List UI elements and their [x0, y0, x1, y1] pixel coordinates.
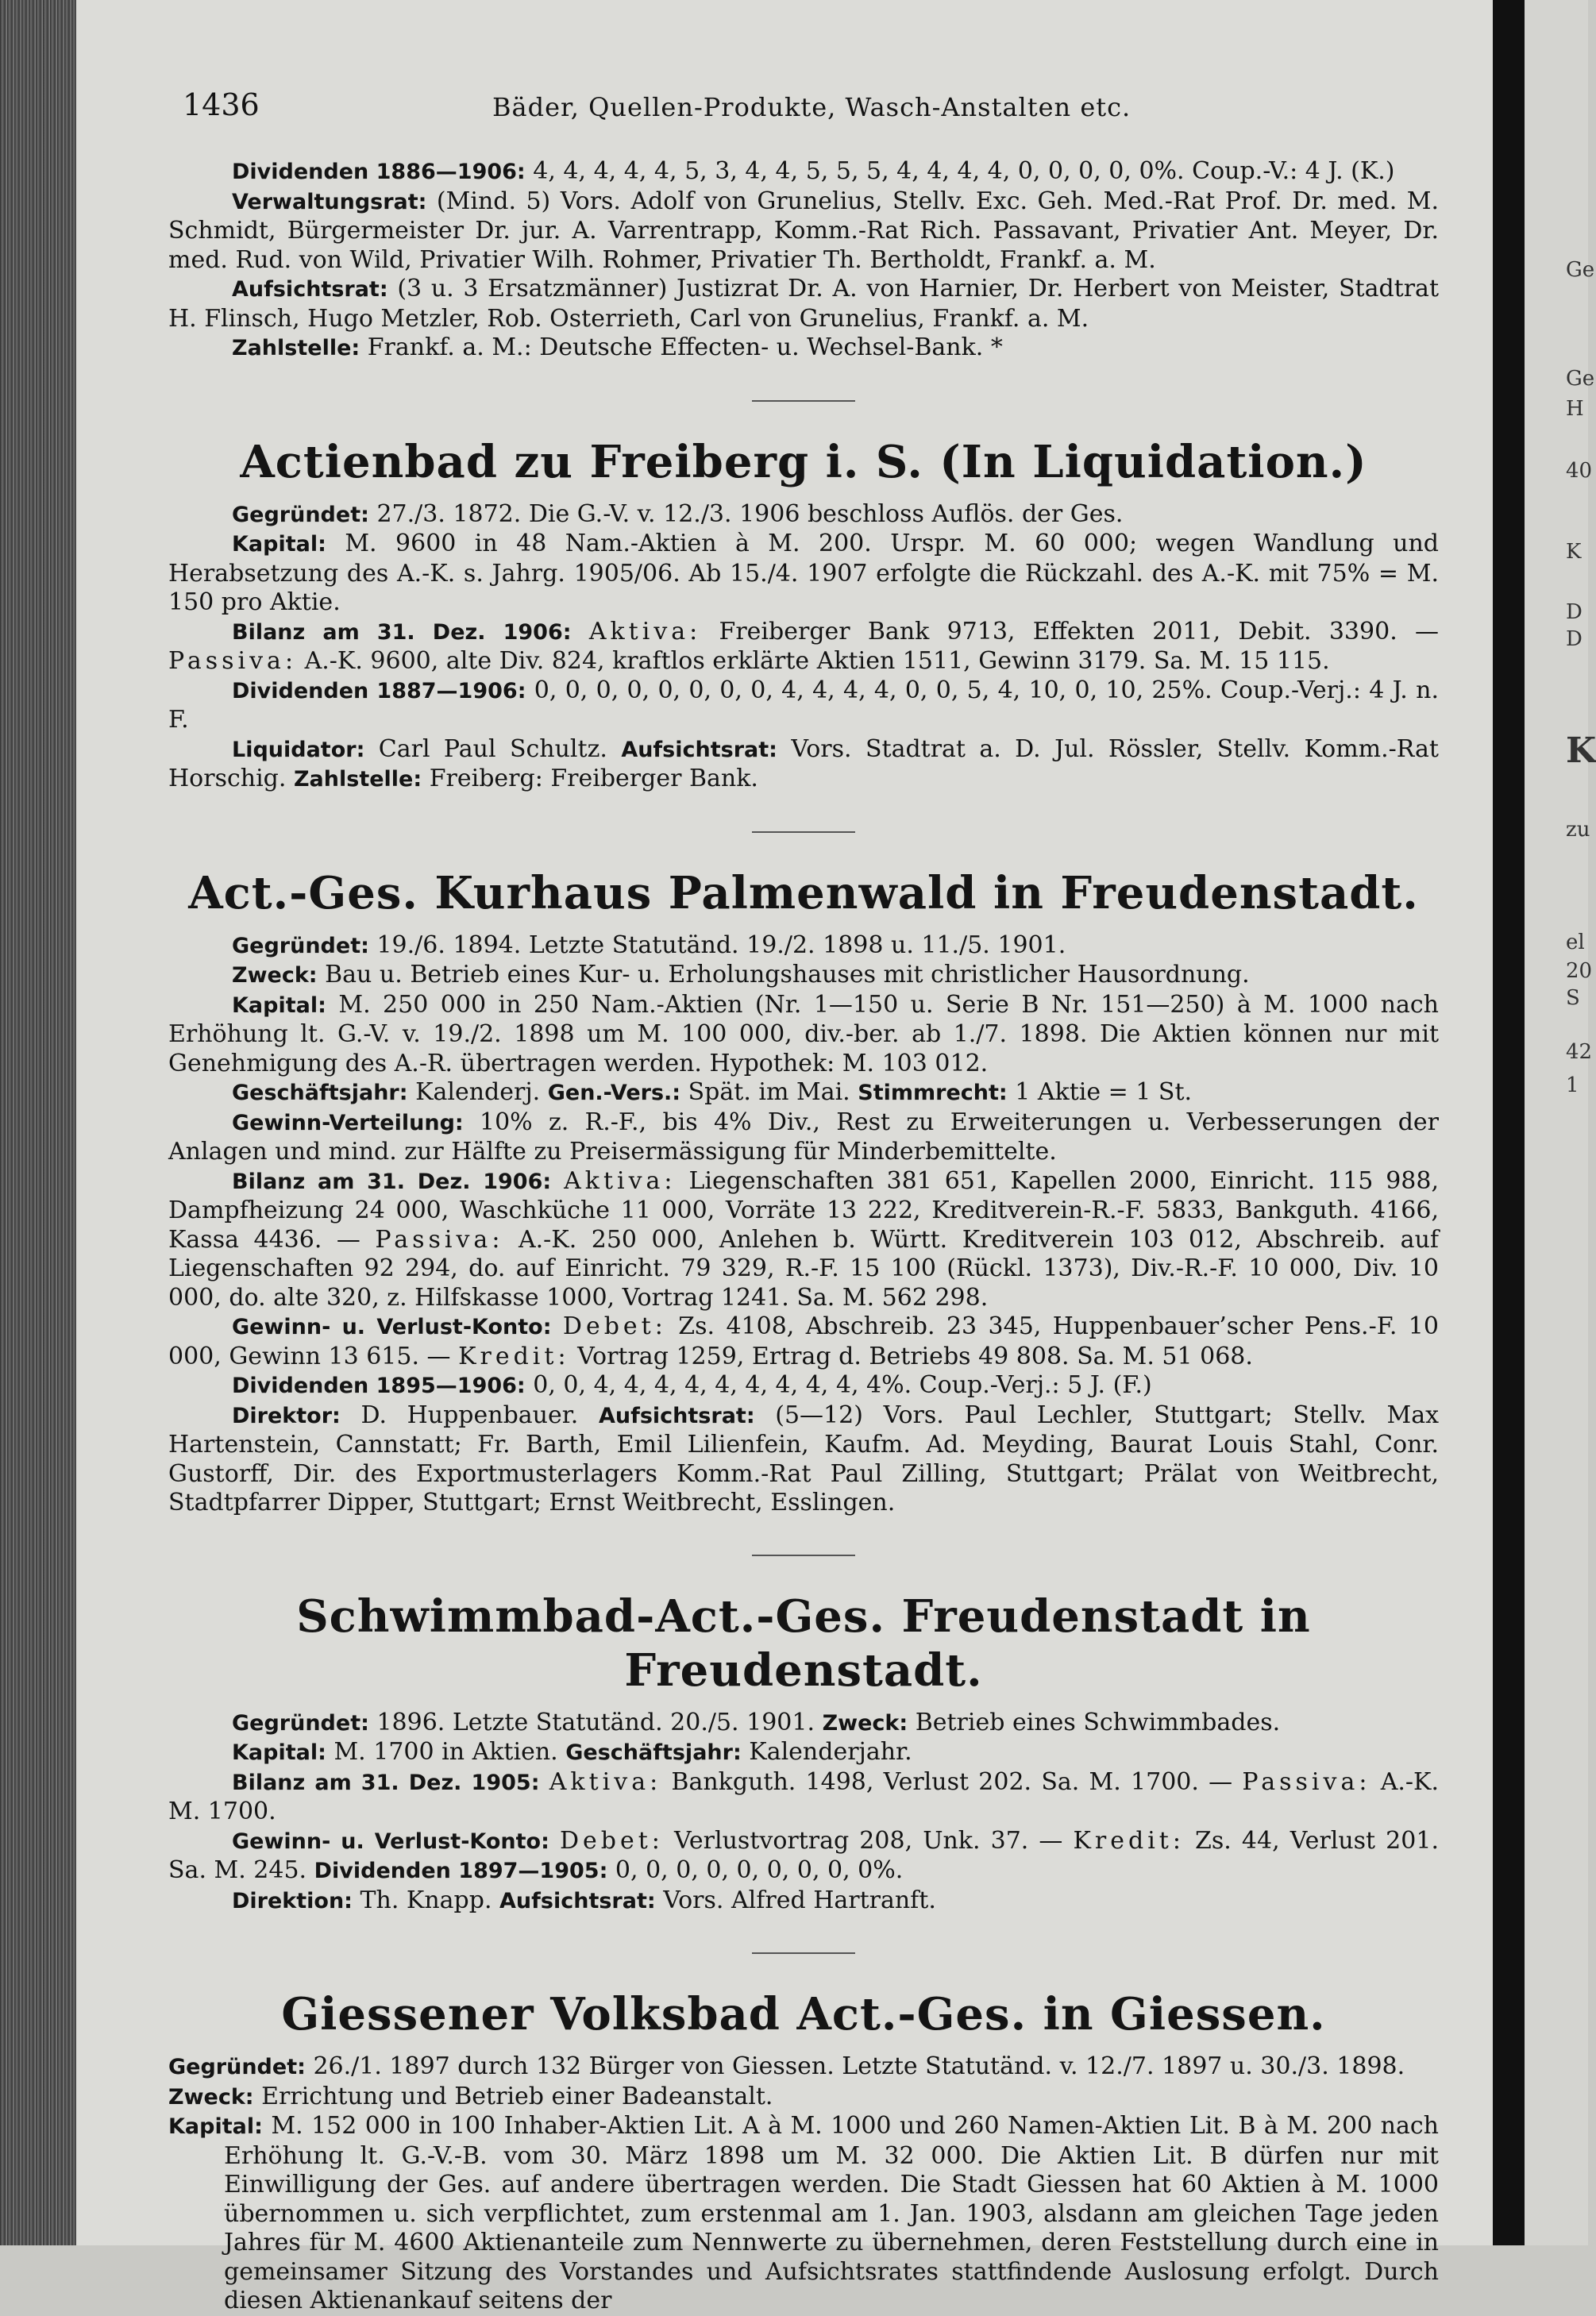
profit-distribution-paragraph: Gewinn-Verteilung: 10% z. R.-F., bis 4% Div., Rest zu Erweiterungen u. Verbesserungen der Anlagen und mind. zur Hälfte zu Preisermässigung für Minderbemittelte. — [168, 1108, 1439, 1166]
director-paragraph: Direktor: D. Huppenbauer. Aufsichtsrat: (5—12) Vors. Paul Lechler, Stuttgart; Stellv. Max Hartenstein, Cannstatt; Fr. Barth, Emil Lilienfein, Kaufm. Ad. Meyding, Baurat Louis Stahl, Conr. Gustorff, Dir. des Exportmusterlagers Komm.-Rat Paul Zilling, Stuttgart; Prälat von Weitbrecht, Stadtpfarrer Dipper, Stuttgart; Ernst Weitbrecht, Esslingen. — [168, 1401, 1440, 1516]
company-title: Act.-Ges. Kurhaus Palmenwald in Freudenstadt. — [188, 866, 1419, 919]
profit-loss-paragraph: Gewinn- u. Verlust-Konto: Debet: Verlustvortrag 208, Unk. 37. — Kredit: Zs. 44, Verlust 201. Sa. M. 245. Dividenden 1897—1905: 0, 0, 0, 0, 0, 0, 0, 0, 0%. — [168, 1826, 1439, 1884]
paying-agent-paragraph: Zahlstelle: Frankf. a. M.: Deutsche Effecten- u. Wechsel-Bank. * — [232, 333, 1003, 361]
adjacent-fragment: Ge — [1566, 367, 1595, 391]
page-content — [168, 157, 1439, 2316]
supervisory-board-paragraph: Aufsichtsrat: (3 u. 3 Ersatzmänner) Justizrat Dr. A. von Harnier, Dr. Herbert von Meister, Stadtrat H. Flinsch, Hugo Metzler, Rob. Osterrieth, Carl von Grunelius, Frankf. a. M. — [168, 275, 1439, 333]
adjacent-fragment: K — [1566, 730, 1596, 771]
section-divider — [752, 1952, 855, 1954]
company-entry-giessener-volksbad — [168, 1987, 1439, 2316]
adjacent-fragment: 20 — [1566, 959, 1593, 983]
founded-paragraph: Gegründet: 26./1. 1897 durch 132 Bürger von Giessen. Letzte Statutänd. v. 12./7. 1897 u. 30./3. 1898. — [168, 2052, 1405, 2080]
dividends-paragraph: Dividenden 1895—1906: 0, 0, 4, 4, 4, 4, 4, 4, 4, 4, 4, 4%. Coup.-Verj.: 5 J. (F.) — [232, 1371, 1152, 1399]
adjacent-fragment: S — [1566, 986, 1580, 1010]
page-number: 1436 — [183, 87, 260, 122]
founded-paragraph: Gegründet: 27./3. 1872. Die G.-V. v. 12./3. 1906 beschloss Auflös. der Ges. — [232, 499, 1124, 528]
dividends-paragraph: Dividenden 1886—1906: 4, 4, 4, 4, 4, 5, 3, 4, 4, 5, 5, 5, 4, 4, 4, 4, 0, 0, 0, 0, 0%. Coup.-V.: 4 J. (K.) — [232, 157, 1395, 185]
adjacent-fragment: D — [1566, 600, 1583, 624]
company-title: Schwimmbad-Act.-Ges. Freudenstadt in Freudenstadt. — [296, 1590, 1311, 1697]
company-entry-schwimmbad-freudenstadt — [168, 1590, 1439, 1917]
running-title: Bäder, Quellen-Produkte, Wasch-Anstalten etc. — [492, 92, 1131, 122]
capital-paragraph: Kapital: M. 1700 in Aktien. Geschäftsjahr: Kalenderjahr. — [232, 1738, 912, 1766]
purpose-paragraph: Zweck: Errichtung und Betrieb einer Badeanstalt. — [168, 2082, 773, 2110]
founded-paragraph: Gegründet: 1896. Letzte Statutänd. 20./5. 1901. Zweck: Betrieb eines Schwimmbades. — [232, 1708, 1281, 1736]
section-divider — [752, 831, 855, 833]
adjacent-fragment: Ge — [1566, 258, 1595, 282]
section-divider — [752, 400, 855, 402]
adjacent-fragment: zu — [1566, 818, 1590, 842]
balance-paragraph: Bilanz am 31. Dez. 1905: Aktiva: Bankguth. 1498, Verlust 202. Sa. M. 1700. — Passiva: A.-K. M. 1700. — [168, 1767, 1439, 1825]
previous-entry-continuation — [168, 157, 1439, 364]
adjacent-fragment: H — [1566, 397, 1584, 421]
adjacent-fragment: K — [1566, 540, 1582, 564]
adjacent-fragment: 40 — [1566, 459, 1593, 483]
founded-paragraph: Gegründet: 19./6. 1894. Letzte Statutänd. 19./2. 1898 u. 11./5. 1901. — [232, 931, 1066, 959]
company-entry-actienbad-freiberg — [168, 435, 1439, 795]
dividends-paragraph: Dividenden 1887—1906: 0, 0, 0, 0, 0, 0, 0, 0, 4, 4, 4, 4, 0, 0, 5, 4, 10, 0, 10, 25%. Coup.-Verj.: 4 J. n. F. — [168, 676, 1439, 734]
company-entry-kurhaus-palmenwald — [168, 866, 1439, 1518]
purpose-paragraph: Zweck: Bau u. Betrieb eines Kur- u. Erholungshauses mit christlicher Hausordnung. — [232, 961, 1250, 988]
company-title: Actienbad zu Freiberg i. S. (In Liquidation.) — [240, 435, 1367, 488]
running-header — [183, 87, 1421, 127]
adjacent-fragment: 42 — [1566, 1040, 1593, 1064]
capital-paragraph: Kapital: M. 250 000 in 250 Nam.-Aktien (Nr. 1—150 u. Serie B Nr. 151—250) à M. 1000 nach Erhöhung lt. G.-V. v. 19./2. 1898 um M. 100 000, div.-ber. ab 1./7. 1898. Die Aktien können nur mit Genehmigung des A.-R. übertragen werden. Hypothek: M. 103 012. — [168, 990, 1439, 1077]
capital-paragraph: Kapital: M. 152 000 in 100 Inhaber-Aktien Lit. A à M. 1000 und 260 Namen-Aktien Lit. B à M. 200 nach Erhöhung lt. G.-V.-B. vom 30. März 1898 um M. 32 000. Die Aktien Lit. B dürfen nur mit Einwilligung der Ges. auf andere übertragen werden. Die Stadt Giessen hat 60 Aktien à M. 1000 übernommen u. sich verpflichtet, zum erstenmal am 1. Jan. 1903, alsdann am gleichen Tage jeden Jahres für M. 4600 Aktienanteile zum Nennwerte zu übernehmen, deren Feststellung durch eine in gemeinsamer Sitzung des Vorstandes und Aufsichtsrates stattfindende Auslosung erfolgt. Durch diesen Aktienankauf seitens der — [168, 2112, 1439, 2314]
adjacent-fragment: D — [1566, 627, 1583, 651]
company-title: Giessener Volksbad Act.-Ges. in Giessen. — [281, 1988, 1326, 2040]
fiscal-year-paragraph: Geschäftsjahr: Kalenderj. Gen.-Vers.: Spät. im Mai. Stimmrecht: 1 Aktie = 1 St. — [232, 1078, 1193, 1106]
balance-paragraph: Bilanz am 31. Dez. 1906: Aktiva: Liegenschaften 381 651, Kapellen 2000, Einricht. 115 988, Dampfheizung 24 000, Waschküche 11 000, Vorräte 13 222, Kreditverein-R.-F. 5833, Bankguth. 4166, Kassa 4436. — Passiva: A.-K. 250 000, Anlehen b. Württ. Kreditverein 103 012, Abschreib. auf Liegenschaften 92 294, do. auf Einricht. 79 329, R.-F. 15 100 (Rückl. 1373), Div.-R.-F. 10 000, Div. 10 000, do. alte 320, z. Hilfskasse 1000, Vortrag 1241. Sa. M. 562 298. — [168, 1166, 1439, 1312]
liquidator-paragraph: Liquidator: Carl Paul Schultz. Aufsichtsrat: Vors. Stadtrat a. D. Jul. Rössler, Stellv. Komm.-Rat Horschig. Zahlstelle: Freiberg: Freiberger Bank. — [168, 734, 1439, 792]
adjacent-fragment: el — [1566, 931, 1585, 954]
board-paragraph: Verwaltungsrat: (Mind. 5) Vors. Adolf von Grunelius, Stellv. Exc. Geh. Med.-Rat Prof. Dr. med. M. Schmidt, Bürgermeister Dr. jur. A. Varrentrapp, Komm.-Rat Rich. Passavant, Privatier Ant. Meyer, Dr. med. Rud. von Wild, Privatier Wilh. Rohmer, Privatier Th. Bertholdt, Frankf. a. M. — [168, 187, 1439, 274]
balance-paragraph: Bilanz am 31. Dez. 1906: Aktiva: Freiberger Bank 9713, Effekten 2011, Debit. 3390. — Passiva: A.-K. 9600, alte Div. 824, kraftlos erklärte Aktien 1511, Gewinn 3179. Sa. M. 15 115. — [168, 617, 1439, 675]
management-paragraph: Direktion: Th. Knapp. Aufsichtsrat: Vors. Alfred Hartranft. — [232, 1886, 936, 1914]
adjacent-page-strip — [1525, 0, 1596, 2245]
adjacent-fragment: 1 — [1566, 1073, 1579, 1097]
book-spine-edge — [0, 0, 76, 2245]
capital-paragraph: Kapital: M. 9600 in 48 Nam.-Aktien à M. 200. Urspr. M. 60 000; wegen Wandlung und Herabsetzung des A.-K. s. Jahrg. 1905/06. Ab 15./4. 1907 erfolgte die Rückzahl. des A.-K. mit 75% = M. 150 pro Aktie. — [168, 530, 1439, 616]
binding-gutter — [1493, 0, 1525, 2245]
section-divider — [752, 1555, 855, 1556]
profit-loss-paragraph: Gewinn- u. Verlust-Konto: Debet: Zs. 4108, Abschreib. 23 345, Huppenbauer’scher Pens.-F. 10 000, Gewinn 13 615. — Kredit: Vortrag 1259, Ertrag d. Betriebs 49 808. Sa. M. 51 068. — [168, 1312, 1439, 1370]
